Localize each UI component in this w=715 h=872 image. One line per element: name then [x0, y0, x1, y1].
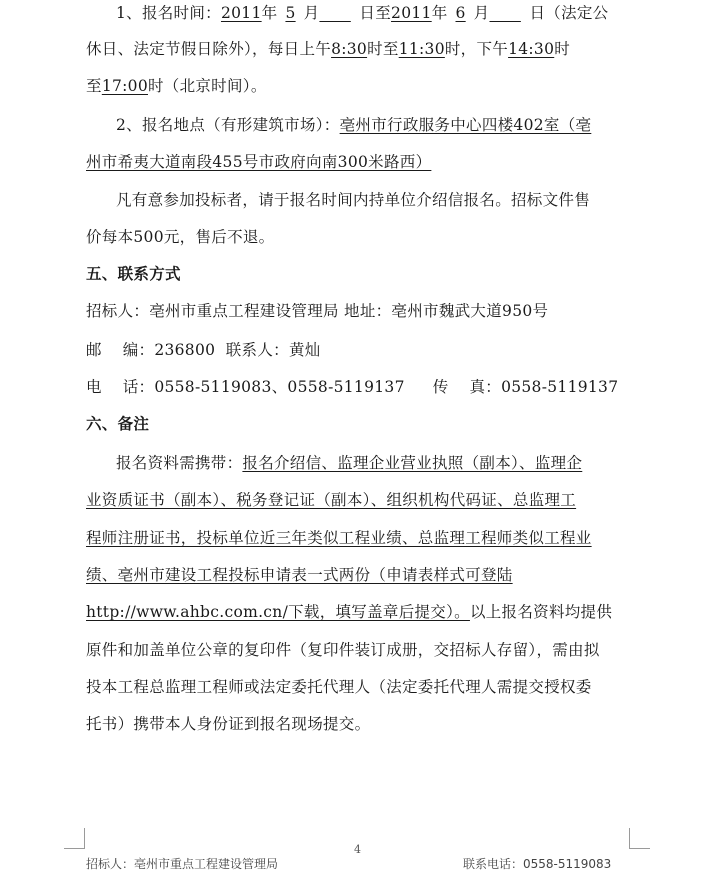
- phone-label: 电 话：: [86, 378, 155, 396]
- end-month: 6: [455, 4, 466, 22]
- download-link[interactable]: http://www.ahbc.com.cn/下载，填写盖章后提交）。: [86, 603, 470, 621]
- am-end: 11:30: [398, 40, 445, 58]
- remarks-line-8: 托书）携带本人身份证到报名现场提交。: [86, 715, 371, 733]
- phone-fax-line: [86, 377, 618, 397]
- day-label-2: 日（法定公: [529, 4, 609, 22]
- remarks-line-3: [86, 528, 592, 548]
- weekday-note: 休日、法定节假日除外），每日上午: [86, 40, 332, 58]
- pm-mid: 时: [554, 40, 571, 58]
- footer-tenderer: 招标人：亳州市重点工程建设管理局: [86, 857, 279, 871]
- month-label-2: 月: [473, 4, 490, 22]
- item1-prefix: 1、报名时间：: [116, 4, 221, 22]
- am-mid: 时至: [367, 40, 399, 58]
- month-label: 月: [303, 4, 320, 22]
- beijing-time-note: 时（北京时间）。: [147, 77, 267, 95]
- item2-prefix: 2、报名地点（有形建筑市场）：: [116, 116, 340, 134]
- end-year: 2011: [391, 4, 432, 22]
- start-year: 2011: [220, 4, 262, 22]
- day-to-label: 日至: [359, 4, 392, 22]
- postcode-contact-line: [86, 340, 321, 360]
- registration-place-address: 州市希夷大道南段455号市政府向南300米路西）: [86, 153, 432, 171]
- registration-place-line-2: [86, 152, 431, 172]
- tenderer-address-line: 招标人：亳州市重点工程建设管理局 地址：亳州市魏武大道950号: [86, 302, 549, 320]
- phone-numbers: 0558-5119083、0558-5119137: [154, 378, 405, 396]
- pm-prefix: 时，下午: [444, 40, 509, 58]
- page-number: 4: [354, 843, 361, 856]
- notice-line-2: 价每本500元，售后不退。: [86, 228, 275, 246]
- registration-time-line-3: [86, 76, 267, 96]
- registration-time-line-1: [116, 3, 609, 23]
- year-label-2: 年: [431, 4, 448, 22]
- end-day-blank: [489, 3, 529, 23]
- required-docs-2: 业资质证书（副本）、税务登记证（副本）、组织机构代码证、总监理工: [86, 491, 577, 509]
- pm-end: 17:00: [101, 77, 148, 95]
- fax-label: 传 真：: [432, 378, 502, 396]
- start-day-blank: [319, 3, 359, 23]
- postcode-value: 236800: [154, 341, 216, 359]
- required-docs-1: 报名介绍信、监理企业营业执照（副本）、监理企: [242, 454, 583, 472]
- remarks-line-1: [116, 453, 582, 473]
- remarks-line-5: [86, 602, 612, 622]
- remarks-line-7: 投本工程总监理工程师或法定委托代理人（法定委托代理人需提交授权委: [86, 678, 592, 696]
- registration-place: 亳州市行政服务中心四楼402室（亳: [339, 116, 592, 134]
- footer-phone: 联系电话：0558-5119083: [463, 857, 612, 871]
- start-month: 5: [285, 4, 296, 22]
- pm-start: 14:30: [508, 40, 555, 58]
- registration-place-line-1: [116, 115, 591, 135]
- contact-person: 黄灿: [288, 341, 321, 359]
- remarks-tail-5: 以上报名资料均提供: [469, 603, 613, 621]
- line3-prefix: 至: [86, 77, 102, 95]
- postcode-label: 邮 编：: [86, 341, 155, 359]
- required-docs-3: 程师注册证书，投标单位近三年类似工程业绩、总监理工程师类似工程业: [86, 529, 592, 547]
- remarks-lead: 报名资料需携带：: [116, 454, 243, 472]
- year-label: 年: [261, 4, 278, 22]
- contact-label: 联系人：: [215, 341, 289, 359]
- fax-number: 0558-5119137: [501, 378, 619, 396]
- remarks-line-6: 原件和加盖单位公章的复印件（复印件装订成册，交招标人存留），需由拟: [86, 641, 600, 659]
- am-start: 8:30: [331, 40, 368, 58]
- registration-time-line-2: [86, 39, 570, 59]
- section-6-heading: 六、备注: [86, 415, 150, 433]
- remarks-line-4: [86, 565, 513, 585]
- remarks-line-2: [86, 490, 576, 510]
- notice-line-1: 凡有意参加投标者，请于报名时间内持单位介绍信报名。招标文件售: [116, 191, 591, 209]
- section-5-heading: 五、联系方式: [86, 265, 181, 283]
- required-docs-4: 绩、亳州市建设工程投标申请表一式两份（申请表样式可登陆: [86, 566, 513, 584]
